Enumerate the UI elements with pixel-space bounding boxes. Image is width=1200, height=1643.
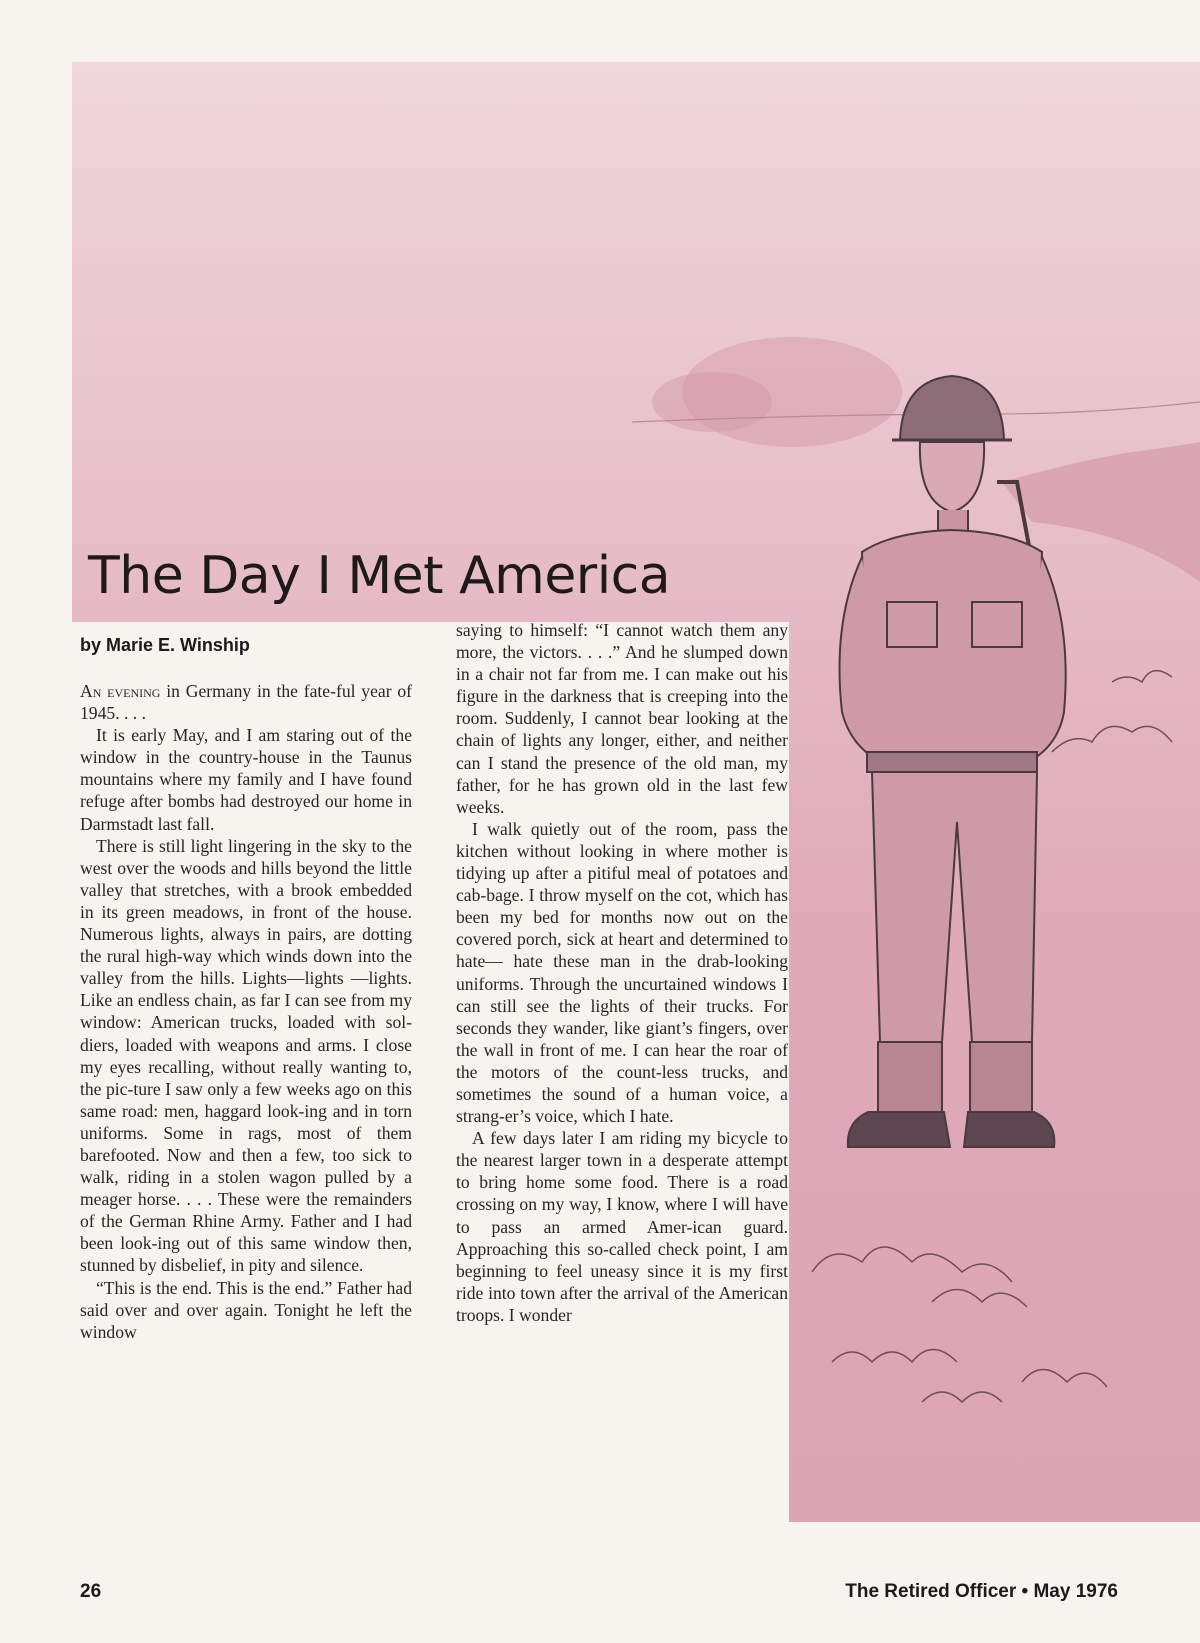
page-number: 26 <box>80 1581 102 1602</box>
lead-paragraph <box>80 680 412 724</box>
byline: by Marie E. Winship <box>80 635 250 655</box>
paragraph: A few days later I am riding my bicycle to the nearest larger town in a desperate attempt to bring home some food. There is a road crossing on my way, I know, where I will have to pass an armed Amer-ican guard. Approaching this so-called check point, I am beginning to feel uneasy since it is my first ride into town after the arrival of the American troops. I wonder <box>456 1128 788 1325</box>
paragraph: “This is the end. This is the end.” Father had said over and over again. Tonight he left the window <box>80 1277 412 1342</box>
lead-smallcaps: An evening <box>80 681 161 701</box>
paragraph: I walk quietly out of the room, pass the kitchen without looking in where mother is tidying up after a pitiful meal of potatoes and cab-bage. I throw myself on the cot, which has been my bed for months now out on the covered porch, sick at heart and determined to hate— hate these man in the drab-looking uniforms. Through the uncurtained windows I can still see the lights of their trucks. For seconds they wander, like giant’s fingers, over the wall in front of me. I can hear the roar of the motors of the count-less trucks, and sometimes the sound of a human voice, a strang-er’s voice, which I hate. <box>456 818 788 1127</box>
article-title: The Day I Met America <box>88 546 671 606</box>
column-right <box>456 619 788 1326</box>
lead-rest: in Germany in the fate-ful year of 1945. . . . <box>80 681 413 724</box>
column-left <box>80 680 412 1343</box>
paragraph: saying to himself: “I cannot watch them any more, the victors. . . .” And he slumped down in a chair not far from me. I can make out his figure in the darkness that is creeping into the room. Suddenly, I cannot bear looking at the chain of lights any longer, either, and neither can I stand the presence of the old man, my father, for he has grown old in the last few weeks. <box>456 620 788 817</box>
paragraph: It is early May, and I am staring out of the window in the country-house in the Taunus mountains where my family and I have found refuge after bombs had destroyed our home in Darmstadt last fall. <box>80 725 412 834</box>
publication-line: The Retired Officer • May 1976 <box>845 1581 1118 1602</box>
paragraph: There is still light lingering in the sky to the west over the woods and hills beyond the little valley that stretches, with a brook embedded in its green meadows, in front of the house. Numerous lights, always in pairs, are dotting the rural high-way which winds down into the valley from the hills. Lights—lights —lights. Like an endless chain, as far I can see from my window: American trucks, loaded with sol-diers, loaded with weapons and arms. I close my eyes recalling, without really wanting to, the pic-ture I saw only a few weeks ago on this same road: men, haggard look-ing and in torn uniforms. Some in rags, most of them barefooted. Now and then a few, too sick to walk, riding in a stolen wagon pulled by a meager horse. . . . These were the remainders of the German Rhine Army. Father and I had been look-ing out of this same window then, stunned by disbelief, in pity and silence. <box>80 835 412 1276</box>
